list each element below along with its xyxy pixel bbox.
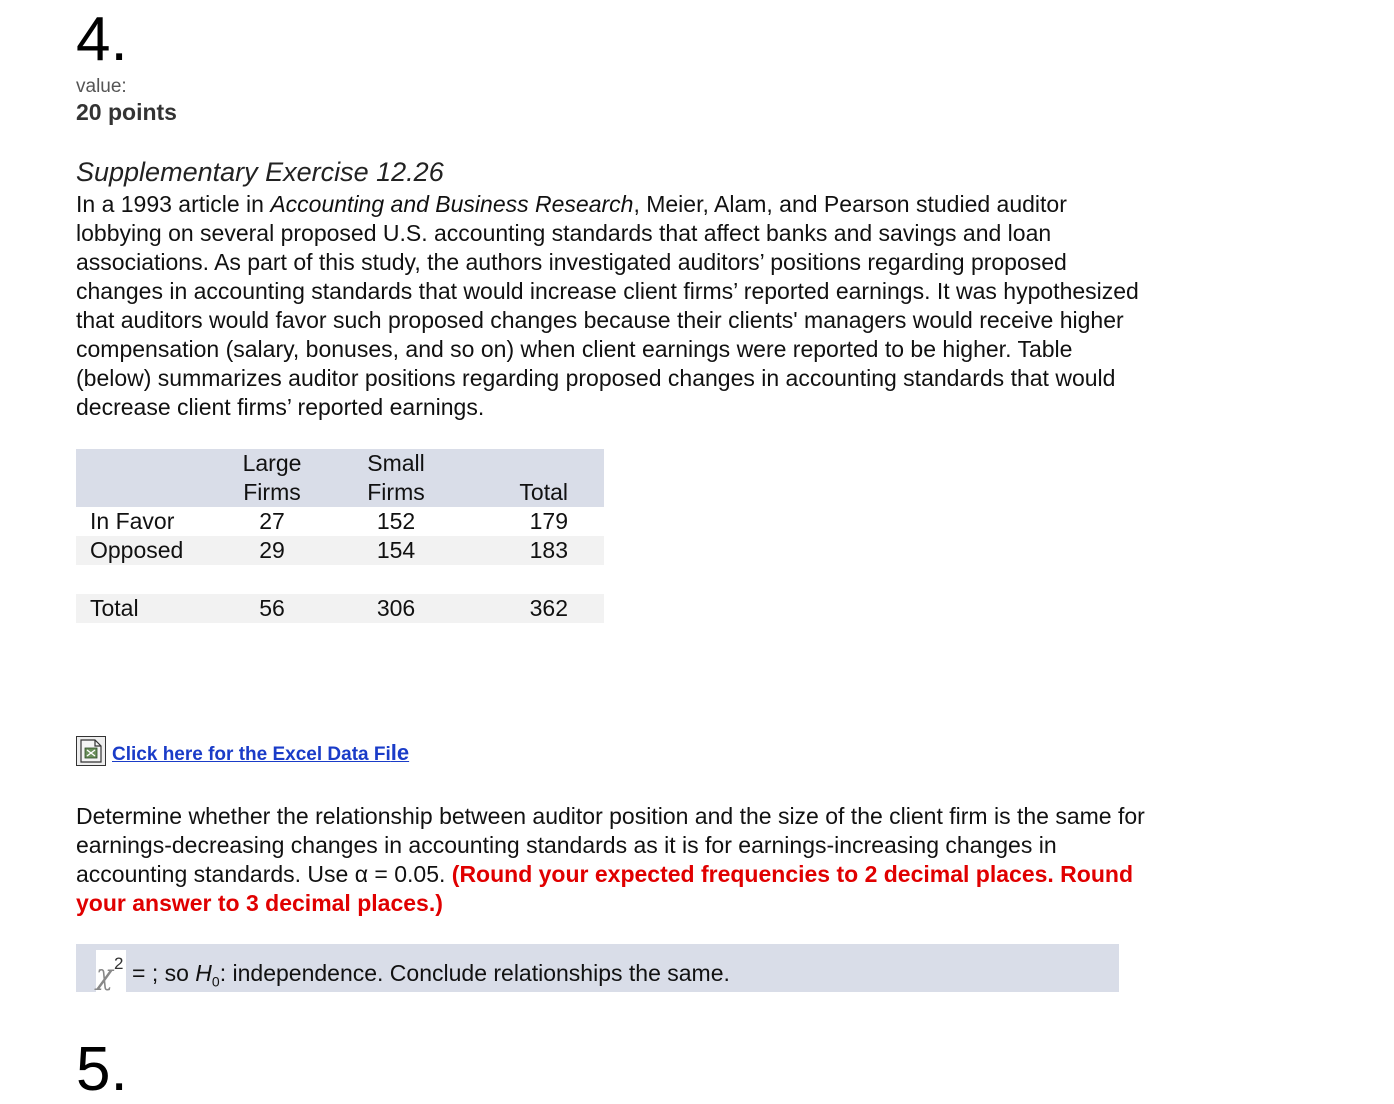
- journal-title: Accounting and Business Research: [270, 191, 634, 217]
- exercise-title: Supplementary Exercise 12.26: [76, 157, 444, 187]
- answer-text-part: : independence. Conclude relationships the same.: [219, 960, 730, 987]
- table-row: [76, 594, 604, 623]
- cell-large: 29: [210, 536, 334, 565]
- paragraph-line-6: compensation (salary, bonuses, and so on) when client earnings were reported to be higher. Table: [76, 336, 1073, 362]
- cell-large: 27: [259, 508, 285, 534]
- header-total: [458, 449, 604, 507]
- exercise-paragraph: [76, 190, 1276, 422]
- spacer-cell: [76, 565, 604, 594]
- instructions-line-1: Determine whether the relationship between auditor position and the size of the client firm is the same for: [76, 803, 1145, 829]
- points-value: 20 points: [76, 99, 177, 125]
- header-text: Firms: [243, 479, 301, 505]
- chi-square-icon: [96, 950, 126, 992]
- table-row: [76, 507, 604, 536]
- instructions-line-3: [76, 860, 1276, 889]
- instructions-text: accounting standards. Use α = 0.05.: [76, 861, 452, 887]
- paragraph-line-8: decrease client firms’ reported earnings.: [76, 394, 485, 420]
- answer-text: [132, 960, 730, 990]
- table-spacer-row: [76, 565, 604, 594]
- header-small-firms: [334, 449, 458, 507]
- next-question-number: 5.: [76, 1035, 128, 1104]
- header-text: Large: [242, 450, 302, 476]
- question-number: 4.: [76, 5, 128, 74]
- paragraph-line-2: lobbying on several proposed U.S. accounting standards that affect banks and savings and loan: [76, 220, 1052, 246]
- excel-link-text[interactable]: [112, 740, 409, 766]
- hypothesis-symbol: H: [195, 960, 212, 987]
- cell-total: 362: [458, 594, 604, 623]
- cell-small: 306: [334, 594, 458, 623]
- excel-file-icon: [76, 736, 106, 766]
- excel-data-link[interactable]: [76, 736, 409, 766]
- paragraph-text: In a 1993 article in: [76, 191, 271, 217]
- paragraph-line-5: that auditors would favor such proposed changes because their clients' managers would receive higher: [76, 307, 1124, 333]
- hypothesis-subscript: 0: [211, 974, 220, 990]
- header-text: Small: [367, 450, 425, 476]
- answer-text-part: = ; so: [132, 960, 196, 987]
- row-label: In Favor: [90, 508, 175, 534]
- header-text: Firms: [367, 479, 425, 505]
- cell-total: 183: [458, 536, 604, 565]
- link-text-part[interactable]: Click here for the Excel Data Fi: [112, 744, 391, 765]
- link-text-part[interactable]: le: [390, 740, 410, 765]
- cell-small: 154: [334, 536, 458, 565]
- paragraph-line-1: [76, 190, 1276, 219]
- cell-large: 56: [210, 594, 334, 623]
- instructions: [76, 802, 1276, 918]
- chi-symbol: χ: [96, 958, 113, 991]
- cell-total: 179: [529, 508, 568, 534]
- paragraph-line-7: (below) summarizes auditor positions regarding proposed changes in accounting standards that would: [76, 365, 1116, 391]
- table-row: [76, 536, 604, 565]
- header-large-firms: [210, 449, 334, 507]
- instructions-line-2: earnings-decreasing changes in accounting standards as it is for earnings-increasing changes in: [76, 832, 1057, 858]
- contingency-table: [76, 449, 604, 623]
- chi-exponent: 2: [114, 954, 124, 973]
- header-text: Total: [519, 479, 568, 505]
- paragraph-line-4: changes in accounting standards that would increase client firms’ reported earnings. It was hypothesized: [76, 278, 1139, 304]
- header-empty-cell: [76, 449, 210, 507]
- answer-bar: [76, 944, 1119, 992]
- value-label: value:: [76, 76, 127, 97]
- cell-small: 152: [376, 508, 416, 534]
- row-label: Opposed: [76, 536, 210, 565]
- rounding-note-continued: your answer to 3 decimal places.): [76, 890, 443, 916]
- table-header-row: [76, 449, 604, 507]
- paragraph-line-3: associations. As part of this study, the authors investigated auditors’ positions regarding proposed: [76, 249, 1067, 275]
- row-label: Total: [76, 594, 210, 623]
- rounding-note: (Round your expected frequencies to 2 decimal places. Round: [451, 861, 1133, 887]
- paragraph-text: , Meier, Alam, and Pearson studied auditor: [633, 191, 1067, 217]
